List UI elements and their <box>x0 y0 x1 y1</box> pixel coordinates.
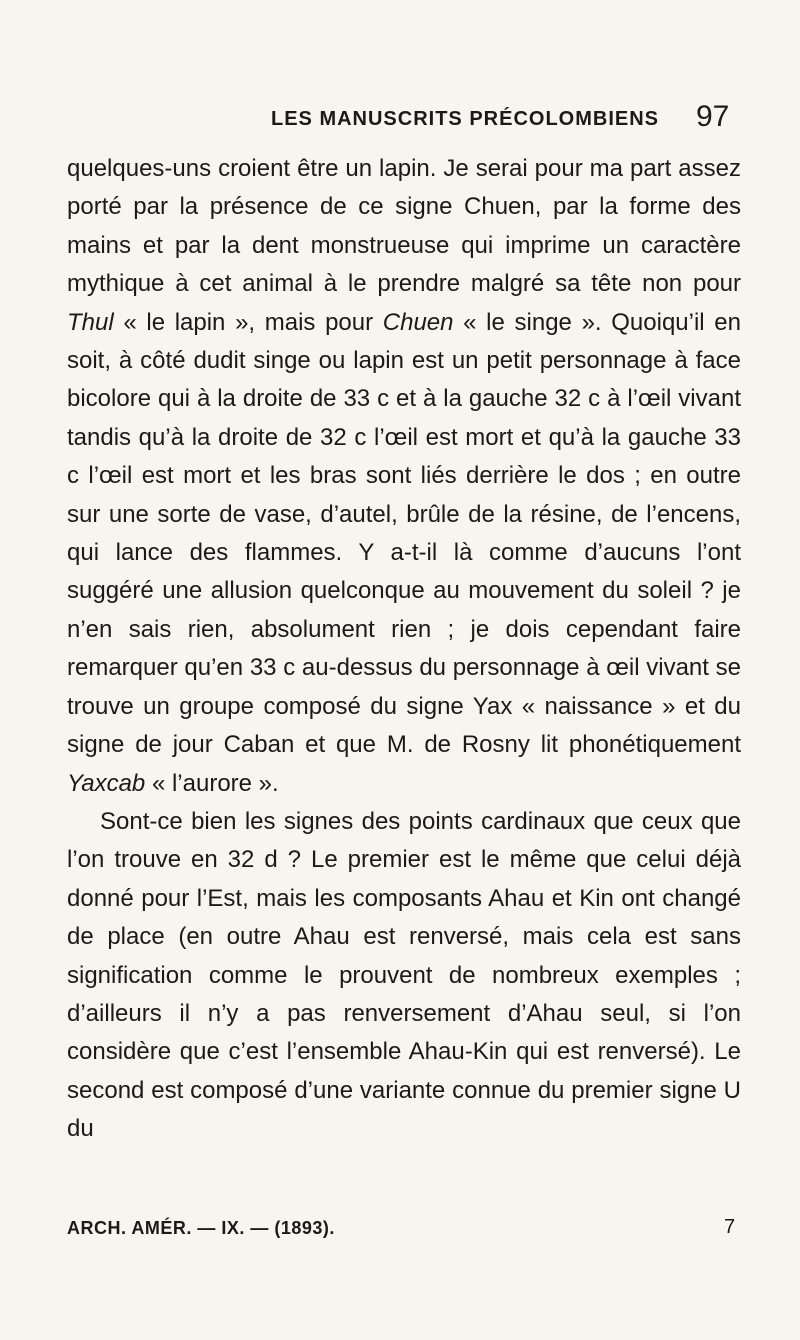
paragraph-1-segment-2: « le lapin », mais pour <box>113 308 383 336</box>
footer-sheet-number: 7 <box>724 1216 736 1238</box>
running-header: LES MANUSCRITS PRÉCOLOMBIENS <box>270 108 660 130</box>
footer-signature: ARCH. AMÉR. — IX. — (1893). <box>67 1218 335 1238</box>
paragraph-1-segment-1: quelques-uns croient être un lapin. Je serai pour ma part assez porté par la présence de ce signe Chuen, par la forme des mains et par la dent monstrueuse qui imprime un caractère mythique à cet animal à le prendre malgré sa tête non pour <box>67 155 741 298</box>
paragraph-1 <box>67 150 741 803</box>
italic-word-chuen: Chuen <box>382 308 454 336</box>
italic-word-thul: Thul <box>67 308 114 336</box>
italic-word-yaxcab: Yaxcab <box>67 769 146 797</box>
body-text <box>67 150 741 1149</box>
paragraph-1-segment-4: « l’aurore ». <box>145 769 279 797</box>
paragraph-1-segment-3: « le singe ». Quoiqu’il en soit, à côté dudit singe ou lapin est un petit personnage à face bicolore qui à la droite de 33 c et à la gauche 32 c à l’œil vivant tandis qu’à la droite de 32 c l’œil est mort et qu’à la gauche 33 c l’œil est mort et les bras sont liés derrière le dos ; en outre sur une sorte de vase, d’autel, brûle de la résine, de l’encens, qui lance des flammes. Y a-t-il là comme d’aucuns l’ont suggéré une allusion quelconque au mouvement du soleil ? je n’en sais rien, absolument rien ; je dois cependant faire remarquer qu’en 33 c au-dessus du personnage à œil vivant se trouve un groupe composé du signe Yax « naissance » et du signe de jour Caban et que M. de Rosny lit phonétiquement <box>67 308 741 759</box>
page-number: 97 <box>696 100 730 133</box>
paragraph-2: Sont-ce bien les signes des points cardinaux que ceux que l’on trouve en 32 d ? Le premier est le même que celui déjà donné pour l’Est, mais les composants Ahau et Kin ont changé de place (en outre Ahau est renversé, mais cela est sans signification comme le prouvent de nombreux exemples ; d’ailleurs il n’y a pas renversement d’Ahau seul, si l’on considère que c’est l’ensemble Ahau-Kin qui est renversé). Le second est composé d’une variante connue du premier signe U du <box>67 807 741 1143</box>
